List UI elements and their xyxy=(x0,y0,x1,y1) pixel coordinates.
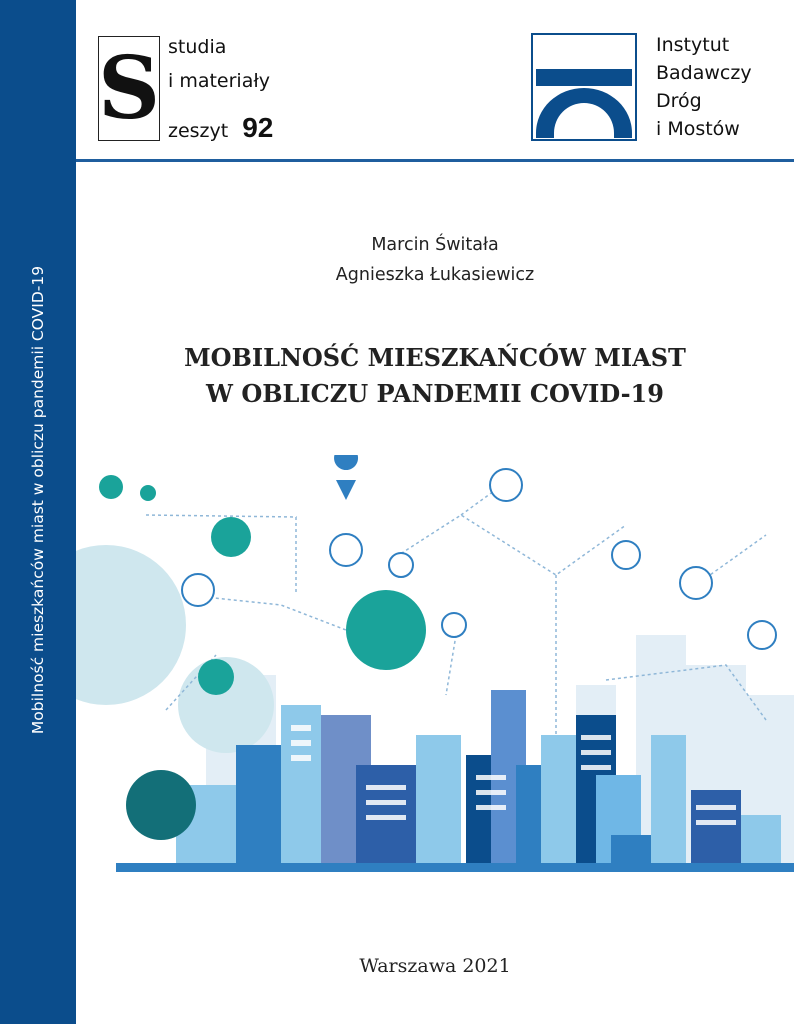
header-divider xyxy=(76,159,794,162)
series-line-1: studia xyxy=(168,36,227,58)
gauge-icon xyxy=(442,613,466,637)
publisher-line-1: Instytut xyxy=(656,34,730,56)
people-icon xyxy=(490,469,522,501)
publisher-line-3: Dróg xyxy=(656,90,702,112)
virus-icon xyxy=(126,770,196,840)
publisher-line-4: i Mostów xyxy=(656,118,740,140)
book-spine xyxy=(0,0,76,1024)
title-line-1: MOBILNOŚĆ MIESZKAŃCÓW MIAST xyxy=(184,343,686,372)
series-line-3: zeszyt xyxy=(168,120,229,142)
virus-icon xyxy=(211,517,251,557)
bridge-logo-icon xyxy=(531,33,637,141)
book-title xyxy=(76,340,794,412)
ground-line xyxy=(116,863,794,872)
bus-icon xyxy=(330,534,362,566)
battery-icon xyxy=(612,541,640,569)
people-icon xyxy=(182,574,214,606)
imprint: Warszawa 2021 xyxy=(359,955,511,977)
title-line-2: W OBLICZU PANDEMII COVID-19 xyxy=(206,379,664,408)
issue-number: 92 xyxy=(242,112,274,143)
mobility-icons xyxy=(182,469,776,649)
series-letter: S xyxy=(98,36,160,141)
virus-icon xyxy=(198,659,234,695)
virus-icon xyxy=(99,475,156,501)
location-icon xyxy=(748,621,776,649)
author-1: Marcin Świtała xyxy=(371,235,499,255)
series-line-2: i materiały xyxy=(168,70,270,92)
publisher-line-2: Badawczy xyxy=(656,62,752,84)
bus-icon xyxy=(680,567,712,599)
virus-icon xyxy=(346,590,426,670)
charger-icon xyxy=(389,553,413,577)
city-mobility-illustration xyxy=(76,455,794,880)
location-pin-icon xyxy=(334,455,358,500)
author-2: Agnieszka Łukasiewicz xyxy=(335,265,535,285)
spine-title: Mobilność mieszkańców miast w obliczu pandemii COVID-19 xyxy=(29,265,47,735)
large-virus-icon xyxy=(76,545,274,753)
authors xyxy=(76,230,794,290)
